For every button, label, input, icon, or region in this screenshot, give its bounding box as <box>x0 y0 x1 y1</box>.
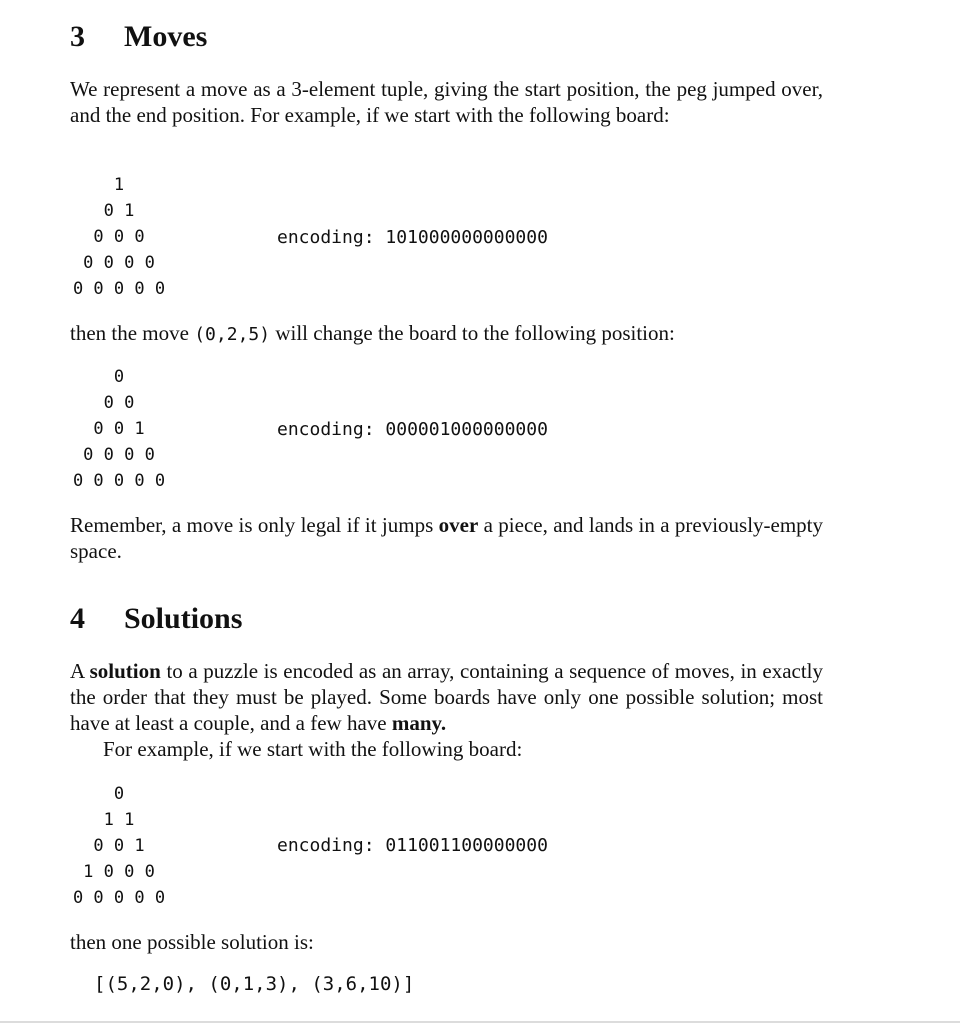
solutions-paragraph <box>70 658 823 736</box>
section-3-heading <box>70 20 207 54</box>
remember-text-before: Remember, a move is only legal if it jumps <box>70 513 434 537</box>
board-1-row-1: 1 <box>113 175 125 195</box>
transition-text-after: will change the board to the following position: <box>275 321 675 345</box>
board-1-row-2: 0 1 <box>103 201 135 221</box>
move-transition-paragraph <box>70 320 823 348</box>
encoding-label: encoding: <box>277 835 375 856</box>
section-4-title: Solutions <box>124 602 243 635</box>
move-code: (0,2,5) <box>194 324 271 345</box>
encoding-value: 011001100000000 <box>385 835 548 856</box>
board-1-row-4: 0 0 0 0 <box>83 253 155 273</box>
section-4-number: 4 <box>70 602 85 635</box>
board-1-row-3: 0 0 0 <box>93 227 145 247</box>
board-2-encoding <box>277 419 548 441</box>
board-2-row-4: 0 0 0 0 <box>83 445 155 465</box>
encoding-label: encoding: <box>277 419 375 440</box>
board-3-row-2: 1 1 <box>103 810 135 830</box>
section-3-title: Moves <box>124 20 208 53</box>
encoding-value: 000001000000000 <box>385 419 548 440</box>
moves-intro-paragraph: We represent a move as a 3-element tuple, giving the start position, the peg jumped over, and the end position. For example, if we start with the following board: <box>70 77 823 127</box>
board-3-row-1: 0 <box>113 784 125 804</box>
remember-paragraph <box>70 512 823 564</box>
board-1-row-5: 0 0 0 0 0 <box>72 279 166 299</box>
board-2-row-5: 0 0 0 0 0 <box>72 471 166 491</box>
solution-intro-paragraph: then one possible solution is: <box>70 930 314 954</box>
board-3-row-3: 0 0 1 <box>93 836 145 856</box>
encoding-value: 101000000000000 <box>385 227 548 248</box>
section-3-number: 3 <box>70 20 85 53</box>
example-intro-paragraph: For example, if we start with the following board: <box>103 737 523 761</box>
solutions-bold-many: many. <box>391 711 447 735</box>
board-2-row-3: 0 0 1 <box>93 419 145 439</box>
board-3-encoding <box>277 835 548 857</box>
page-bottom-border <box>0 1021 960 1023</box>
board-2-row-2: 0 0 <box>103 393 135 413</box>
board-3-row-4: 1 0 0 0 <box>83 862 155 882</box>
section-4-heading <box>70 602 242 636</box>
transition-text-before: then the move <box>70 321 189 345</box>
board-1-encoding <box>277 227 548 249</box>
remember-text-after: a piece, and lands in a previously-empty space. <box>70 513 824 563</box>
solution-code: [(5,2,0), (0,1,3), (3,6,10)] <box>94 973 415 995</box>
solutions-bold-solution: solution <box>89 659 161 683</box>
remember-bold-over: over <box>438 513 479 537</box>
board-2-row-1: 0 <box>113 367 125 387</box>
solutions-text-a: A <box>70 659 85 683</box>
solutions-text-b: to a puzzle is encoded as an array, containing a sequence of moves, in exactly the order that they must be played. Some boards have only one possible solution; most have at least a couple, and a few have <box>70 659 824 735</box>
encoding-label: encoding: <box>277 227 375 248</box>
board-3-row-5: 0 0 0 0 0 <box>72 888 166 908</box>
